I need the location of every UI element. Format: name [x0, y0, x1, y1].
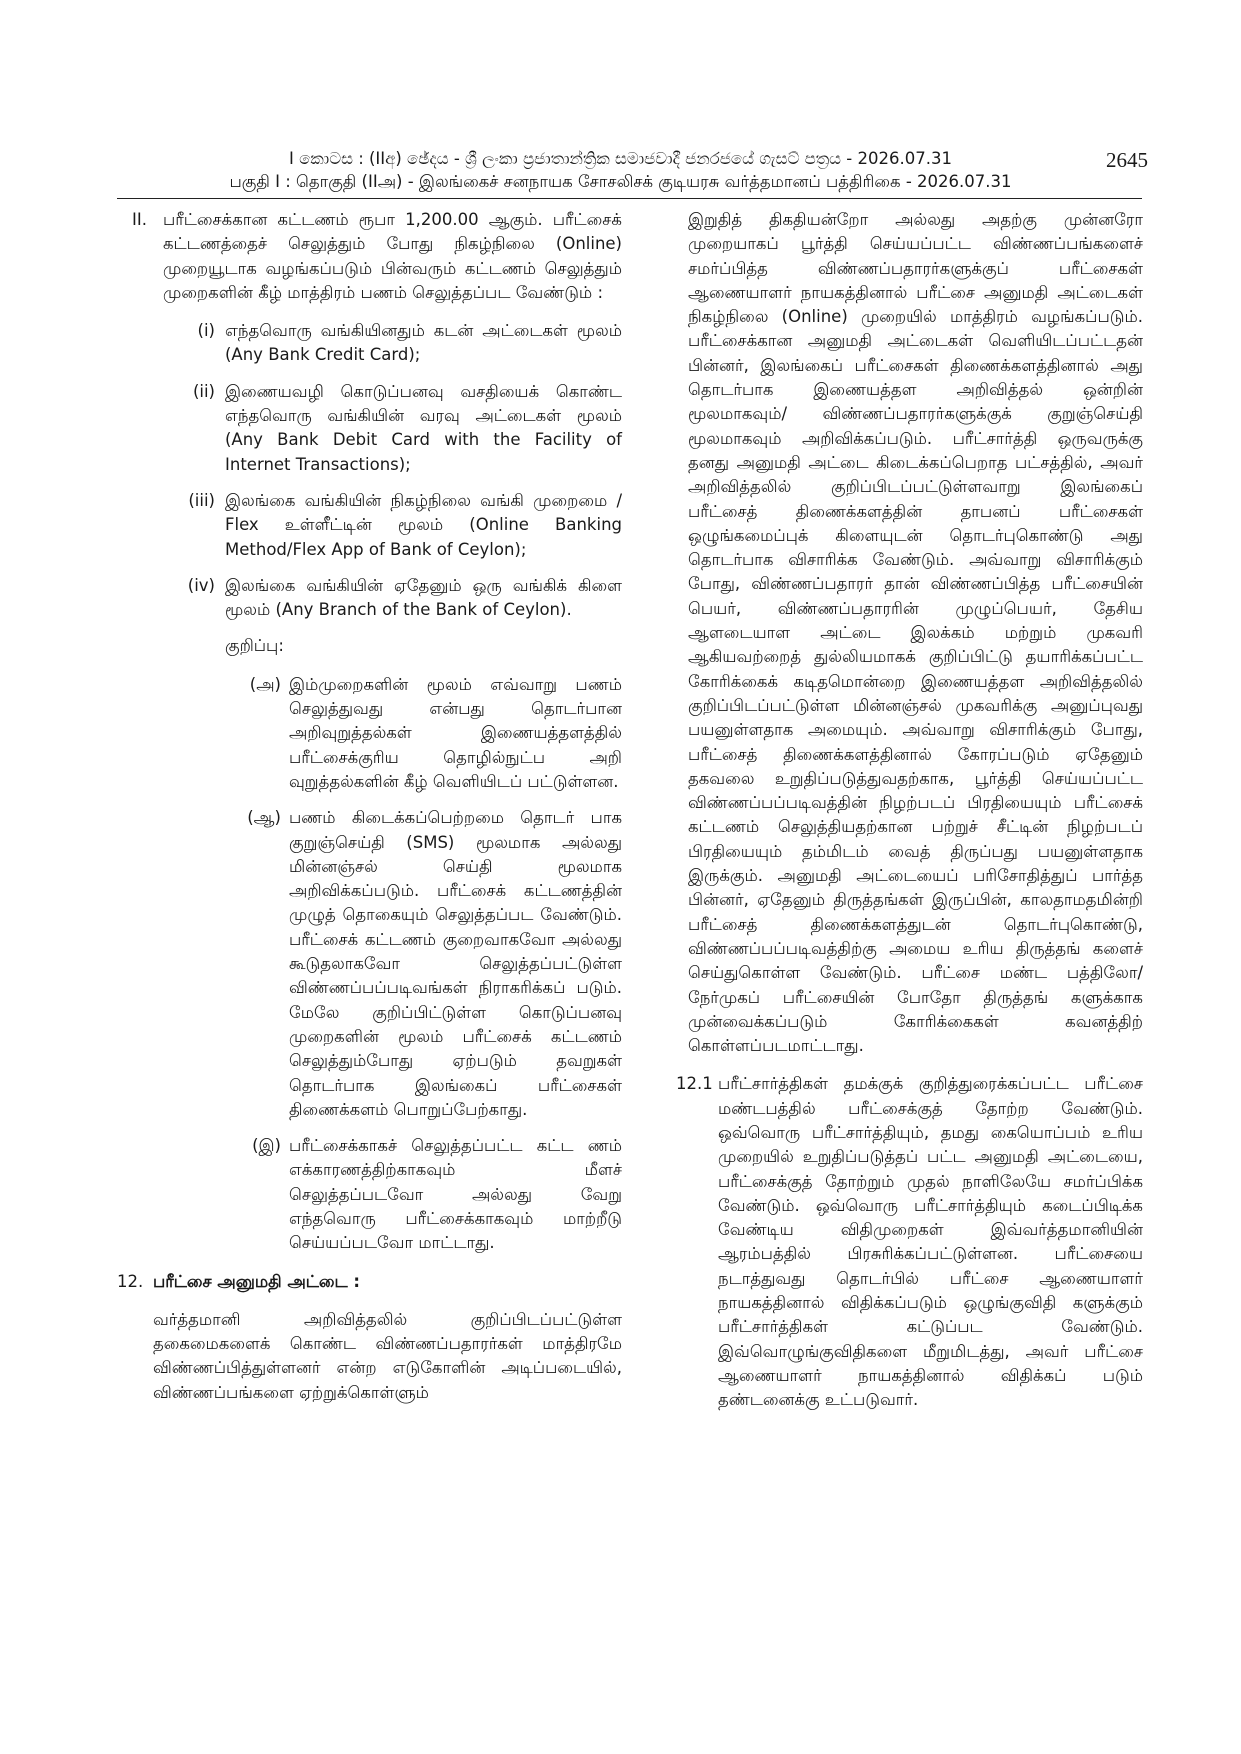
sub-item-label: (i): [197, 321, 215, 341]
section-12-1-label: 12.1: [676, 1074, 713, 1094]
note-text: பணம் கிடைக்கப்பெற்றமை தொடர் பாக குறுஞ்செய்தி (SMS) மூலமாக அல்லது மின்னஞ்சல் செய்தி மூலமாக அறிவிக்கப்படும். பரீட்சைக் கட்டணத்தின் முழுத் தொகையும் செலுத்தப்பட வேண்டும். பரீட்சைக் கட்டணம் குறைவாகவோ அல்லது கூடுதலாகவோ செலுத்தப்பட்டுள்ள விண்ணப்பப்படிவங்கள் நிராகரிக்கப் படும். மேலே குறிப்பிட்டுள்ள கொடுப்பனவு முறைகளின் மூலம் பரீட்சைக் கட்டணம் செலுத்தும்போது ஏற்படும் தவறுகள் தொடர்பாக இலங்கைப் பரீட்சைகள் திணைக்களம் பொறுப்பேற்காது.: [289, 808, 622, 1119]
note-text: இம்முறைகளின் மூலம் எவ்வாறு பணம் செலுத்துவது என்பது தொடர்பான அறிவுறுத்தல்கள் இணையத்தளத்தில் பரீட்சைக்குரிய தொழில்நுட்ப அறி வுறுத்தல்களின் கீழ் வெளியிடப் பட்டுள்ளன.: [289, 674, 622, 791]
section-12-text: வர்த்தமானி அறிவித்தலில் குறிப்பிடப்பட்டுள்ள தகைமைகளைக் கொண்ட விண்ணப்பதாரர்கள் மாத்திரமே விண்ணப்பித்துள்ளனர் என்ற எடுகோளின் அடிப்படையில், விண்ணப்பங்களை ஏற்றுக்கொள்ளும்: [153, 1309, 622, 1402]
clause-ii: [117, 208, 622, 305]
right-column: [676, 208, 1143, 1413]
note-title: குறிப்பு:: [225, 636, 284, 656]
header-sinhala-title: I කොටස : (IIඅ) ඡේදය - ශ්‍රී ලංකා ප්‍රජාතාන්ත්‍රික සමාජවාදී ජනරජයේ ගැසට් පත්‍රය - 2026.07.31: [289, 149, 952, 168]
header-rule: [117, 198, 1142, 199]
sub-item-text: எந்தவொரு வங்கியினதும் கடன் அட்டைகள் மூலம் (Any Bank Credit Card);: [225, 321, 622, 365]
note-a: [117, 673, 622, 794]
sub-item-label: (ii): [192, 381, 215, 401]
note-label: (இ): [252, 1136, 281, 1156]
section-12-continued: [688, 208, 1143, 1058]
note-aa: [117, 806, 622, 1122]
section-12-1-text: பரீட்சார்த்திகள் தமக்குக் குறித்துரைக்கப்பட்ட பரீட்சை மண்டபத்தில் பரீட்சைக்குத் தோற்ற வேண்டும். ஒவ்வொரு பரீட்சார்த்தியும், தமது கையொப்பம் உரிய முறையில் உறுதிப்படுத்தப் பட்ட அனுமதி அட்டையை, பரீட்சைக்குத் தோற்றும் முதல் நாளிலேயே சமர்ப்பிக்க வேண்டும். ஒவ்வொரு பரீட்சார்த்தியும் கடைப்பிடிக்க வேண்டிய விதிமுறைகள் இவ்வர்த்தமானியின் ஆரம்பத்தில் பிரசுரிக்கப்பட்டுள்ளன. பரீட்சையை நடாத்துவது தொடர்பில் பரீட்சை ஆணையாளர் நாயகத்தினால் விதிக்கப்படும் ஒழுங்குவிதி களுக்கும் பரீட்சார்த்திகள் கட்டுப்பட வேண்டும். இவ்வொழுங்குவிதிகளை மீறுமிடத்து, அவர் பரீட்சை ஆணையாளர் நாயகத்தினால் விதிக்கப் படும் தண்டனைக்கு உட்படுவார்.: [718, 1074, 1143, 1410]
note-label: (ஆ): [247, 808, 281, 828]
sub-item-iv: [117, 574, 622, 623]
section-12-body: [117, 1308, 622, 1405]
section-12-heading-row: [117, 1270, 622, 1294]
section-12-1: [676, 1072, 1143, 1412]
sub-item-label: (iii): [188, 490, 215, 510]
note-text: பரீட்சைக்காகச் செலுத்தப்பட்ட கட்ட ணம் எக்காரணத்திற்காகவும் மீளச் செலுத்தப்படவோ அல்லது வேறு எந்தவொரு பரீட்சைக்காகவும் மாற்றீடு செய்யப்படவோ மாட்டாது.: [289, 1136, 622, 1253]
sub-item-text: இலங்கை வங்கியின் நிகழ்நிலை வங்கி முறைமை / Flex உள்ளீட்டின் மூலம் (Online Banking Method/Flex App of Bank of Ceylon);: [225, 490, 622, 559]
clause-ii-text: பரீட்சைக்கான கட்டணம் ரூபா 1,200.00 ஆகும். பரீட்சைக் கட்டணத்தைச் செலுத்தும் போது நிகழ்நிலை (Online) முறையூடாக வழங்கப்படும் பின்வரும் கட்டணம் செலுத்தும் முறைகளின் கீழ் மாத்திரம் பணம் செலுத்தப்பட வேண்டும் :: [163, 210, 622, 302]
sub-item-i: [117, 319, 622, 368]
sub-item-iii: [117, 489, 622, 562]
header-tamil-title: பகுதி I : தொகுதி (IIஅ) - இலங்கைச் சனநாயக சோசலிசக் குடியரசு வர்த்தமானப் பத்திரிகை - 2026.07.31: [229, 172, 1012, 191]
section-12-continued-text: இறுதித் திகதியன்றோ அல்லது அதற்கு முன்னரோ முறையாகப் பூர்த்தி செய்யப்பட்ட விண்ணப்பங்களைச் சமர்ப்பித்த விண்ணப்பதாரர்களுக்குப் பரீட்சைகள் ஆணையாளர் நாயகத்தினால் பரீட்சை அனுமதி அட்டைகள் நிகழ்நிலை (Online) முறையில் மாத்திரம் வழங்கப்படும். பரீட்சைக்கான அனுமதி அட்டைகள் வெளியிடப்பட்டதன் பின்னர், இலங்கைப் பரீட்சைகள் திணைக்களத்தினால் அது தொடர்பாக இணையத்தள அறிவித்தல் ஒன்றின் மூலமாகவும்/ விண்ணப்பதாரர்களுக்குக் குறுஞ்செய்தி மூலமாகவும் அறிவிக்கப்படும். பரீட்சார்த்தி ஒருவருக்கு தனது அனுமதி அட்டை கிடைக்கப்பெறாத பட்சத்தில், அவர் அறிவித்தலில் குறிப்பிடப்பட்டுள்ளவாறு இலங்கைப் பரீட்சைத் திணைக்களத்தின் தாபனப் பரீட்சைகள் ஒழுங்கமைப்புக் கிளையுடன் தொடர்புகொண்டு அது தொடர்பாக விசாரிக்க வேண்டும். அவ்வாறு விசாரிக்கும் போது, விண்ணப்பதாரர் தான் விண்ணப்பித்த பரீட்சையின் பெயர், விண்ணப்பதாரரின் முழுப்பெயர், தேசிய ஆளடையாள அட்டை இலக்கம் மற்றும் முகவரி ஆகியவற்றைத் துல்லியமாகக் குறிப்பிட்டு தயாரிக்கப்பட்ட கோரிக்கைக் கடிதமொன்றை இணையத்தள அறிவித்தலில் குறிப்பிடப்பட்டுள்ள மின்னஞ்சல் முகவரிக்கு அனுப்புவது பயனுள்ளதாக அமையும். அவ்வாறு விசாரிக்கும் போது, பரீட்சைத் திணைக்களத்தினால் கோரப்படும் ஏதேனும் தகவலை உறுதிப்படுத்துவதற்காக, பூர்த்தி செய்யப்பட்ட விண்ணப்பப்படிவத்தின் நிழற்படப் பிரதியையும் பரீட்சைக் கட்டணம் செலுத்தியதற்கான பற்றுச் சீட்டின் நிழற்படப் பிரதியையும் தம்மிடம் வைத் திருப்பது பயனுள்ளதாக இருக்கும். அனுமதி அட்டையைப் பரிசோதித்துப் பார்த்த பின்னர், ஏதேனும் திருத்தங்கள் இருப்பின், காலதாமதமின்றி பரீட்சைத் திணைக்களத்துடன் தொடர்புகொண்டு, விண்ணப்பப்படிவத்திற்கு அமைய உரிய திருத்தங் களைச் செய்துகொள்ள வேண்டும். பரீட்சை மண்ட பத்திலோ/ நேர்முகப் பரீட்சையின் போதோ திருத்தங் களுக்காக முன்வைக்கப்படும் கோரிக்கைகள் கவனத்திற் கொள்ளப்படமாட்டாது.: [688, 210, 1143, 1056]
sub-item-text: இலங்கை வங்கியின் ஏதேனும் ஒரு வங்கிக் கிளை மூலம் (Any Branch of the Bank of Ceylon).: [225, 575, 622, 620]
left-column: [117, 208, 622, 1405]
sub-item-ii: [117, 380, 622, 477]
sub-item-text: இணையவழி கொடுப்பனவு வசதியைக் கொண்ட எந்தவொரு வங்கியின் வரவு அட்டைகள் மூலம் (Any Bank Debit Card with the Facility of Internet Transactions);: [225, 381, 622, 474]
section-12-label: 12.: [117, 1271, 144, 1291]
section-12-heading: பரீட்சை அனுமதி அட்டை :: [153, 1271, 361, 1291]
sub-item-label: (iv): [187, 575, 215, 595]
note-i: [117, 1134, 622, 1255]
clause-ii-label: II.: [132, 210, 147, 229]
page-number: 2645: [1106, 148, 1148, 172]
note-label: (அ): [249, 674, 281, 694]
page-header: [0, 0, 1241, 205]
